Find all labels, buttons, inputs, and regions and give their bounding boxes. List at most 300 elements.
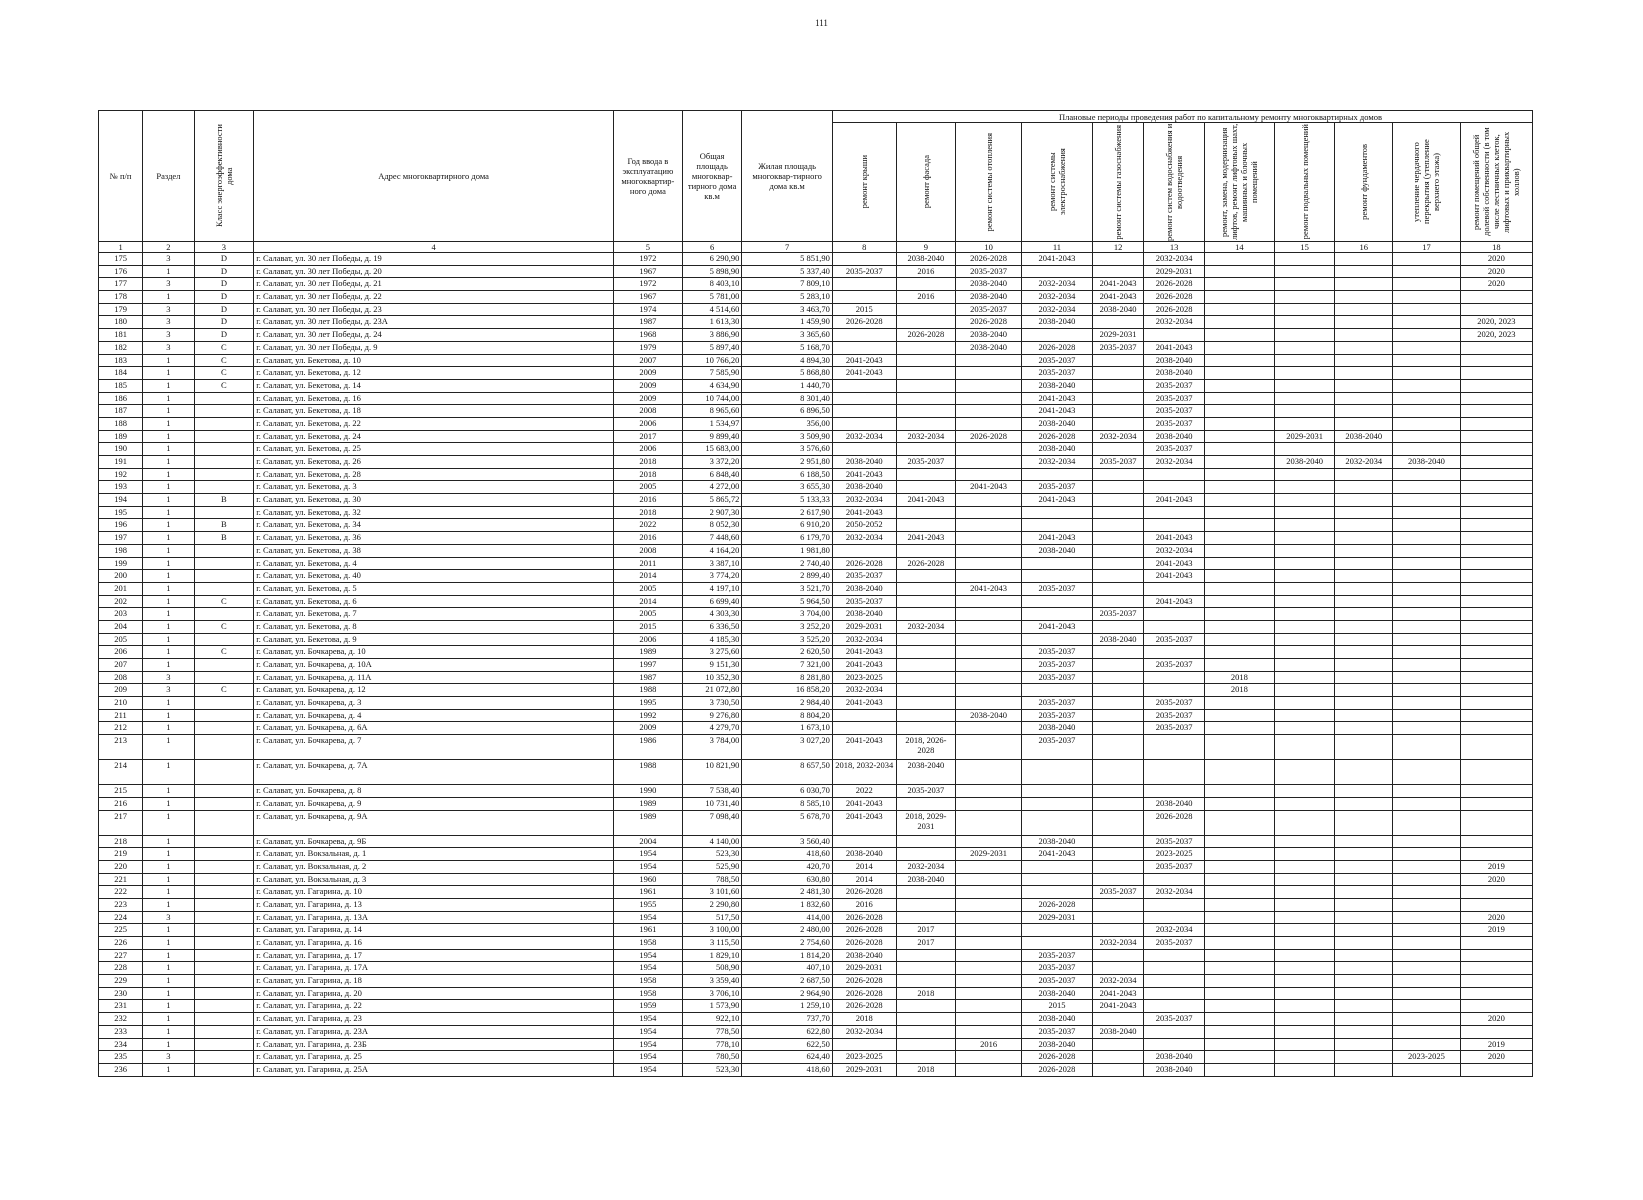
cell-gas: 2041-2043 — [1092, 1000, 1143, 1013]
cell-heating — [956, 949, 1022, 962]
row-razdel: 1 — [143, 962, 194, 975]
cell-water: 2029-2031 — [1144, 265, 1205, 278]
row-klass — [194, 962, 254, 975]
row-living-area: 6 179,70 — [742, 532, 832, 545]
row-razdel: 3 — [143, 671, 194, 684]
cell-common: 2020 — [1460, 1013, 1532, 1026]
row-razdel: 1 — [143, 265, 194, 278]
row-razdel: 1 — [143, 519, 194, 532]
cell-heating: 2038-2040 — [956, 341, 1022, 354]
cell-heating — [956, 697, 1022, 710]
row-klass — [194, 1000, 254, 1013]
cell-lifts: 2018 — [1204, 671, 1274, 684]
table-row — [99, 544, 1533, 557]
cell-common — [1460, 987, 1532, 1000]
cell-basement — [1274, 697, 1335, 710]
cell-lifts — [1204, 1000, 1274, 1013]
cell-heating — [956, 735, 1022, 760]
cell-water: 2032-2034 — [1144, 924, 1205, 937]
row-year: 2009 — [613, 722, 682, 735]
cell-lifts — [1204, 595, 1274, 608]
row-razdel: 3 — [143, 684, 194, 697]
cell-basement — [1274, 620, 1335, 633]
cell-electric: 2041-2043 — [1021, 620, 1092, 633]
cell-roof: 2015 — [832, 303, 896, 316]
row-razdel: 1 — [143, 810, 194, 835]
cell-electric: 2038-2040 — [1021, 1013, 1092, 1026]
table-row — [99, 494, 1533, 507]
cell-common: 2020 — [1460, 911, 1532, 924]
row-klass — [194, 506, 254, 519]
cell-electric — [1021, 684, 1092, 697]
cell-common — [1460, 760, 1532, 785]
cell-basement — [1274, 735, 1335, 760]
row-living-area: 6 030,70 — [742, 785, 832, 798]
header-work-10 — [956, 123, 1022, 242]
cell-heating — [956, 570, 1022, 583]
header-work-label: ремонт подвальных помещений — [1299, 124, 1310, 240]
table-row — [99, 430, 1533, 443]
table-row — [99, 608, 1533, 621]
cell-gas — [1092, 848, 1143, 861]
cell-basement — [1274, 633, 1335, 646]
cell-common — [1460, 367, 1532, 380]
row-address: г. Салават, ул. Бочкарева, д. 10А — [254, 659, 614, 672]
cell-facade — [896, 570, 956, 583]
table-row — [99, 265, 1533, 278]
cell-attic — [1393, 1025, 1461, 1038]
cell-roof: 2038-2040 — [832, 481, 896, 494]
cell-heating: 2038-2040 — [956, 329, 1022, 342]
cell-roof: 2041-2043 — [832, 354, 896, 367]
cell-heating — [956, 633, 1022, 646]
cell-basement — [1274, 911, 1335, 924]
cell-attic — [1393, 405, 1461, 418]
cell-foundation — [1335, 659, 1393, 672]
cell-facade — [896, 886, 956, 899]
cell-foundation — [1335, 1063, 1393, 1076]
row-address: г. Салават, ул. Вокзальная, д. 1 — [254, 848, 614, 861]
row-address: г. Салават, ул. Гагарина, д. 23 — [254, 1013, 614, 1026]
cell-facade: 2038-2040 — [896, 760, 956, 785]
row-no: 186 — [99, 392, 143, 405]
row-living-area: 1 259,10 — [742, 1000, 832, 1013]
row-total-area: 3 774,20 — [682, 570, 742, 583]
cell-basement — [1274, 797, 1335, 810]
cell-common — [1460, 1063, 1532, 1076]
cell-roof: 2026-2028 — [832, 886, 896, 899]
cell-attic — [1393, 937, 1461, 950]
cell-facade — [896, 595, 956, 608]
column-number: 14 — [1204, 242, 1274, 253]
row-no: 215 — [99, 785, 143, 798]
row-klass — [194, 1013, 254, 1026]
cell-electric: 2035-2037 — [1021, 646, 1092, 659]
row-klass: D — [194, 278, 254, 291]
row-address: г. Салават, ул. 30 лет Победы, д. 23 — [254, 303, 614, 316]
cell-lifts — [1204, 987, 1274, 1000]
row-address: г. Салават, ул. Бекетова, д. 26 — [254, 456, 614, 469]
cell-heating — [956, 354, 1022, 367]
row-address: г. Салават, ул. Бекетова, д. 12 — [254, 367, 614, 380]
cell-roof — [832, 379, 896, 392]
cell-gas — [1092, 494, 1143, 507]
cell-water — [1144, 506, 1205, 519]
cell-attic — [1393, 494, 1461, 507]
cell-electric — [1021, 608, 1092, 621]
row-klass: D — [194, 329, 254, 342]
cell-foundation — [1335, 810, 1393, 835]
cell-water: 2035-2037 — [1144, 860, 1205, 873]
row-address: г. Салават, ул. Бекетова, д. 28 — [254, 468, 614, 481]
cell-foundation — [1335, 1013, 1393, 1026]
cell-roof: 2026-2028 — [832, 1000, 896, 1013]
row-no: 232 — [99, 1013, 143, 1026]
cell-basement — [1274, 785, 1335, 798]
row-year: 2016 — [613, 532, 682, 545]
cell-lifts — [1204, 911, 1274, 924]
header-total-area: Общая площадь многоквар-тирного дома кв.м — [682, 111, 742, 242]
cell-common — [1460, 671, 1532, 684]
row-razdel: 1 — [143, 646, 194, 659]
cell-heating — [956, 1051, 1022, 1064]
cell-lifts — [1204, 760, 1274, 785]
cell-attic: 2023-2025 — [1393, 1051, 1461, 1064]
cell-attic — [1393, 506, 1461, 519]
cell-facade — [896, 684, 956, 697]
cell-lifts — [1204, 468, 1274, 481]
row-total-area: 6 290,90 — [682, 253, 742, 266]
row-address: г. Салават, ул. Бочкарева, д. 11А — [254, 671, 614, 684]
row-address: г. Салават, ул. Вокзальная, д. 2 — [254, 860, 614, 873]
row-no: 180 — [99, 316, 143, 329]
cell-electric: 2035-2037 — [1021, 659, 1092, 672]
cell-attic — [1393, 848, 1461, 861]
cell-water — [1144, 949, 1205, 962]
cell-gas — [1092, 709, 1143, 722]
cell-foundation — [1335, 417, 1393, 430]
row-razdel: 1 — [143, 608, 194, 621]
cell-attic — [1393, 468, 1461, 481]
cell-facade — [896, 1038, 956, 1051]
cell-gas — [1092, 873, 1143, 886]
cell-facade — [896, 392, 956, 405]
row-razdel: 1 — [143, 835, 194, 848]
row-razdel: 1 — [143, 1025, 194, 1038]
row-living-area: 5 337,40 — [742, 265, 832, 278]
row-no: 225 — [99, 924, 143, 937]
header-work-8 — [832, 123, 896, 242]
cell-basement — [1274, 671, 1335, 684]
cell-facade — [896, 417, 956, 430]
cell-common: 2020 — [1460, 278, 1532, 291]
cell-basement — [1274, 886, 1335, 899]
row-razdel: 1 — [143, 659, 194, 672]
cell-facade: 2016 — [896, 265, 956, 278]
row-total-area: 1 613,30 — [682, 316, 742, 329]
header-razdel: Раздел — [143, 111, 194, 242]
cell-basement — [1274, 659, 1335, 672]
table-row — [99, 735, 1533, 760]
header-work-label: ремонт фундаментов — [1358, 144, 1369, 220]
row-address: г. Салават, ул. Бочкарева, д. 6А — [254, 722, 614, 735]
row-address: г. Салават, ул. Бекетова, д. 16 — [254, 392, 614, 405]
cell-heating: 2038-2040 — [956, 709, 1022, 722]
header-work-label: ремонт системы газоснабжения — [1113, 124, 1124, 240]
cell-common — [1460, 886, 1532, 899]
row-klass — [194, 582, 254, 595]
row-razdel: 1 — [143, 354, 194, 367]
cell-lifts — [1204, 835, 1274, 848]
cell-roof: 2032-2034 — [832, 532, 896, 545]
row-living-area: 3 560,40 — [742, 835, 832, 848]
cell-gas — [1092, 1038, 1143, 1051]
row-living-area: 4 894,30 — [742, 354, 832, 367]
cell-gas — [1092, 860, 1143, 873]
row-living-area: 3 252,20 — [742, 620, 832, 633]
row-razdel: 1 — [143, 785, 194, 798]
row-address: г. Салават, ул. Бочкарева, д. 12 — [254, 684, 614, 697]
cell-heating — [956, 379, 1022, 392]
row-klass — [194, 430, 254, 443]
row-year: 2022 — [613, 519, 682, 532]
cell-basement — [1274, 1000, 1335, 1013]
cell-heating — [956, 608, 1022, 621]
row-klass — [194, 405, 254, 418]
cell-water — [1144, 468, 1205, 481]
row-total-area: 4 634,90 — [682, 379, 742, 392]
row-address: г. Салават, ул. Бочкарева, д. 10 — [254, 646, 614, 659]
row-no: 223 — [99, 898, 143, 911]
cell-roof: 2026-2028 — [832, 911, 896, 924]
cell-basement — [1274, 532, 1335, 545]
table-row — [99, 443, 1533, 456]
row-year: 1954 — [613, 1038, 682, 1051]
table-row — [99, 379, 1533, 392]
row-total-area: 10 821,90 — [682, 760, 742, 785]
table-row — [99, 873, 1533, 886]
row-klass — [194, 873, 254, 886]
cell-water: 2035-2037 — [1144, 659, 1205, 672]
cell-facade — [896, 835, 956, 848]
row-no: 222 — [99, 886, 143, 899]
row-living-area: 420,70 — [742, 860, 832, 873]
cell-electric: 2038-2040 — [1021, 443, 1092, 456]
cell-water: 2032-2034 — [1144, 544, 1205, 557]
cell-water: 2035-2037 — [1144, 417, 1205, 430]
row-total-area: 4 140,00 — [682, 835, 742, 848]
cell-facade: 2017 — [896, 937, 956, 950]
cell-gas — [1092, 659, 1143, 672]
row-razdel: 3 — [143, 278, 194, 291]
cell-roof: 2032-2034 — [832, 430, 896, 443]
cell-heating: 2016 — [956, 1038, 1022, 1051]
row-klass — [194, 937, 254, 950]
cell-electric: 2032-2034 — [1021, 278, 1092, 291]
cell-roof: 2041-2043 — [832, 735, 896, 760]
cell-foundation — [1335, 278, 1393, 291]
table-row — [99, 595, 1533, 608]
table-row — [99, 557, 1533, 570]
row-living-area: 3 525,20 — [742, 633, 832, 646]
row-living-area: 1 459,90 — [742, 316, 832, 329]
cell-attic — [1393, 519, 1461, 532]
cell-heating — [956, 443, 1022, 456]
row-klass — [194, 1051, 254, 1064]
row-total-area: 6 699,40 — [682, 595, 742, 608]
row-klass — [194, 456, 254, 469]
cell-attic — [1393, 633, 1461, 646]
cell-lifts — [1204, 405, 1274, 418]
row-year: 2015 — [613, 620, 682, 633]
row-living-area: 2 740,40 — [742, 557, 832, 570]
cell-gas — [1092, 1063, 1143, 1076]
cell-basement — [1274, 873, 1335, 886]
row-living-area: 2 951,80 — [742, 456, 832, 469]
table-row — [99, 962, 1533, 975]
row-address: г. Салават, ул. Бекетова, д. 4 — [254, 557, 614, 570]
row-razdel: 1 — [143, 633, 194, 646]
row-living-area: 8 301,40 — [742, 392, 832, 405]
header-year: Год ввода в эксплуатацию многоквартир-ного дома — [613, 111, 682, 242]
cell-facade — [896, 379, 956, 392]
row-address: г. Салават, ул. 30 лет Победы, д. 23А — [254, 316, 614, 329]
row-year: 1967 — [613, 291, 682, 304]
row-no: 236 — [99, 1063, 143, 1076]
column-number: 2 — [143, 242, 194, 253]
cell-water: 2041-2043 — [1144, 570, 1205, 583]
row-klass — [194, 949, 254, 962]
cell-heating — [956, 456, 1022, 469]
row-total-area: 6 336,50 — [682, 620, 742, 633]
cell-basement — [1274, 265, 1335, 278]
row-klass: D — [194, 291, 254, 304]
cell-attic — [1393, 975, 1461, 988]
cell-foundation — [1335, 532, 1393, 545]
row-living-area: 2 754,60 — [742, 937, 832, 950]
cell-water: 2041-2043 — [1144, 494, 1205, 507]
row-total-area: 4 185,30 — [682, 633, 742, 646]
cell-attic — [1393, 709, 1461, 722]
row-address: г. Салават, ул. Гагарина, д. 22 — [254, 1000, 614, 1013]
cell-water — [1144, 898, 1205, 911]
header-work-16 — [1335, 123, 1393, 242]
row-no: 224 — [99, 911, 143, 924]
table-row — [99, 392, 1533, 405]
row-klass: C — [194, 646, 254, 659]
cell-gas: 2038-2040 — [1092, 1025, 1143, 1038]
row-living-area: 1 981,80 — [742, 544, 832, 557]
cell-lifts — [1204, 367, 1274, 380]
cell-gas: 2041-2043 — [1092, 291, 1143, 304]
row-year: 1960 — [613, 873, 682, 886]
cell-facade — [896, 544, 956, 557]
table-row — [99, 860, 1533, 873]
row-address: г. Салават, ул. 30 лет Победы, д. 19 — [254, 253, 614, 266]
row-living-area: 414,00 — [742, 911, 832, 924]
cell-foundation — [1335, 570, 1393, 583]
cell-electric: 2035-2037 — [1021, 671, 1092, 684]
row-razdel: 3 — [143, 341, 194, 354]
row-living-area: 2 899,40 — [742, 570, 832, 583]
table-row — [99, 760, 1533, 785]
cell-gas — [1092, 949, 1143, 962]
cell-attic — [1393, 1000, 1461, 1013]
cell-basement — [1274, 848, 1335, 861]
cell-foundation — [1335, 329, 1393, 342]
header-work-label: ремонт фасада — [920, 155, 931, 209]
row-no: 229 — [99, 975, 143, 988]
row-living-area: 3 027,20 — [742, 735, 832, 760]
cell-basement — [1274, 1038, 1335, 1051]
cell-roof — [832, 722, 896, 735]
row-no: 196 — [99, 519, 143, 532]
cell-water — [1144, 329, 1205, 342]
cell-roof: 2041-2043 — [832, 697, 896, 710]
cell-gas — [1092, 392, 1143, 405]
cell-gas: 2035-2037 — [1092, 886, 1143, 899]
row-address: г. Салават, ул. Бочкарева, д. 9 — [254, 797, 614, 810]
cell-water: 2032-2034 — [1144, 253, 1205, 266]
cell-foundation — [1335, 595, 1393, 608]
row-klass: C — [194, 595, 254, 608]
row-total-area: 4 164,20 — [682, 544, 742, 557]
table-row — [99, 722, 1533, 735]
cell-heating — [956, 620, 1022, 633]
header-work-label: ремонт систем водоснабжения и водоотведения — [1164, 123, 1185, 241]
cell-gas: 2041-2043 — [1092, 987, 1143, 1000]
cell-roof — [832, 835, 896, 848]
row-living-area: 7 809,10 — [742, 278, 832, 291]
cell-attic — [1393, 722, 1461, 735]
row-total-area: 3 706,10 — [682, 987, 742, 1000]
cell-roof: 2026-2028 — [832, 987, 896, 1000]
row-year: 1995 — [613, 697, 682, 710]
header-work-17 — [1393, 123, 1461, 242]
row-no: 185 — [99, 379, 143, 392]
cell-foundation — [1335, 1038, 1393, 1051]
cell-lifts — [1204, 722, 1274, 735]
row-klass — [194, 697, 254, 710]
cell-gas — [1092, 532, 1143, 545]
cell-lifts — [1204, 620, 1274, 633]
row-no: 182 — [99, 341, 143, 354]
row-total-area: 4 272,00 — [682, 481, 742, 494]
row-no: 216 — [99, 797, 143, 810]
column-number: 1 — [99, 242, 143, 253]
table-row — [99, 848, 1533, 861]
cell-heating — [956, 1000, 1022, 1013]
row-total-area: 3 101,60 — [682, 886, 742, 899]
row-no: 221 — [99, 873, 143, 886]
cell-basement — [1274, 443, 1335, 456]
cell-electric: 2038-2040 — [1021, 417, 1092, 430]
row-living-area: 1 814,20 — [742, 949, 832, 962]
cell-roof — [832, 278, 896, 291]
row-living-area: 407,10 — [742, 962, 832, 975]
cell-water: 2032-2034 — [1144, 316, 1205, 329]
cell-heating — [956, 1013, 1022, 1026]
header-klass-label: Класс энергоэффективности дома — [213, 124, 234, 228]
cell-basement — [1274, 1025, 1335, 1038]
cell-gas — [1092, 253, 1143, 266]
cell-basement — [1274, 519, 1335, 532]
cell-common — [1460, 570, 1532, 583]
cell-foundation — [1335, 735, 1393, 760]
cell-heating — [956, 557, 1022, 570]
cell-common: 2020 — [1460, 1051, 1532, 1064]
cell-heating: 2041-2043 — [956, 582, 1022, 595]
